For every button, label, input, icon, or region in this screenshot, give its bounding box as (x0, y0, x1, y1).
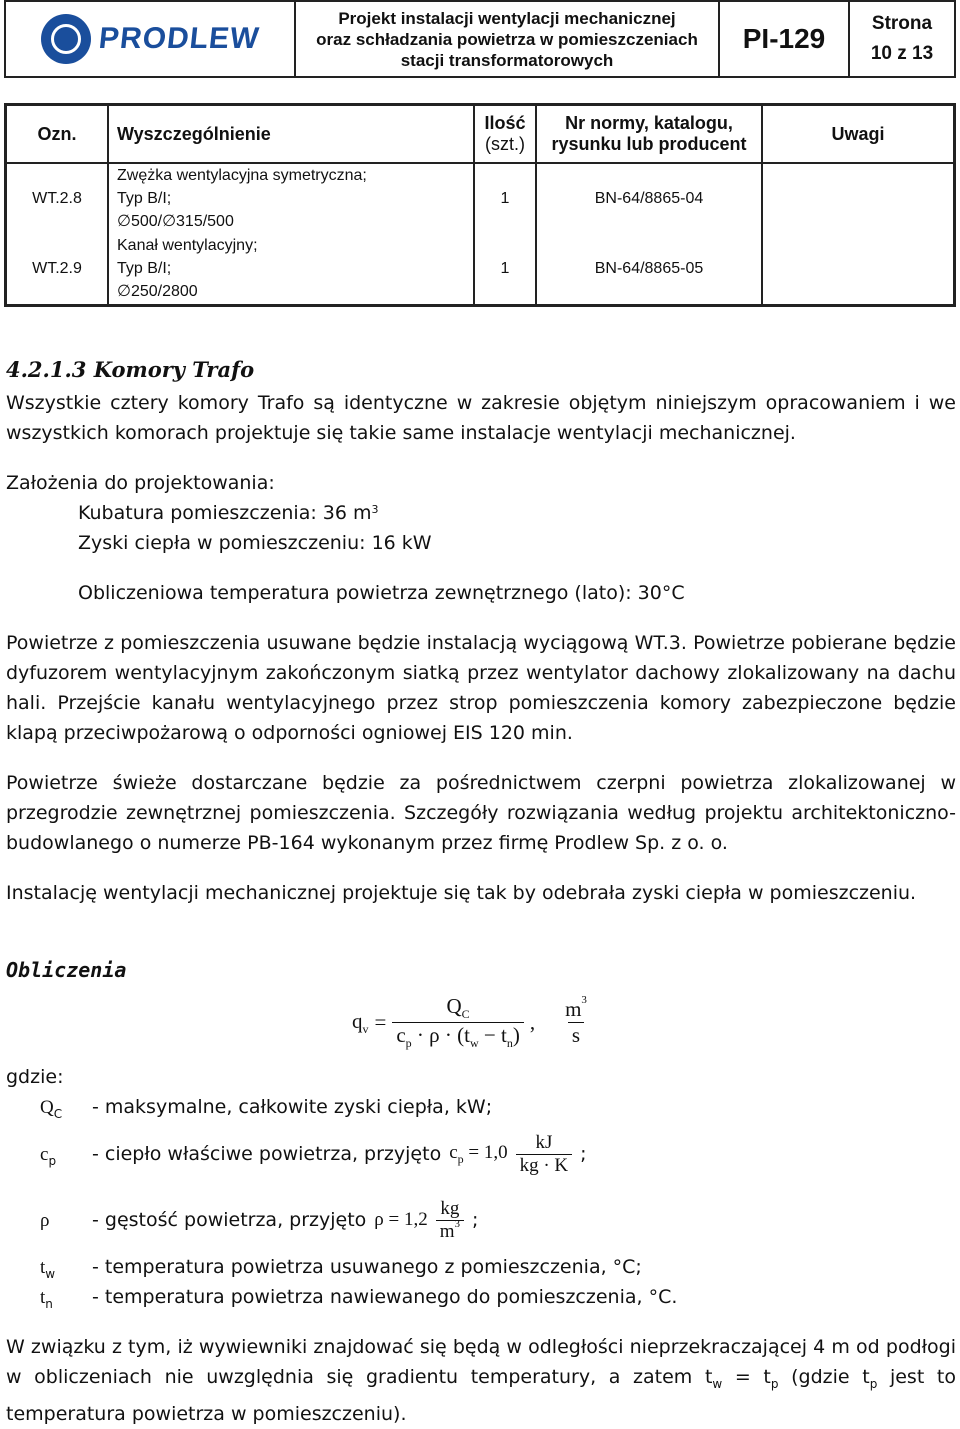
volume-line (78, 498, 379, 528)
legend-value (449, 1142, 507, 1167)
cell-norm: BN-64/8865-04 (536, 163, 762, 233)
header-norm-1: Nr normy, katalogu, (565, 113, 733, 133)
legend-unit (516, 1132, 573, 1177)
table-row (6, 163, 955, 233)
final-paragraph (6, 1332, 956, 1429)
paragraph-exhaust: Powietrze z pomieszczenia usuwane będzie instalacją wyciągową WT.3. Powietrze pobierane będzie dyfuzorem wentylacyjnym zakończonym siatką przez wentylator dachowy zlokalizowany na dachu hali. Przejście kanału wentylacyjnego przez strop pomieszczenia komory zabezpieczone będzie klapą przeciwpożarową o odporności ogniowej EIS 120 min. (6, 632, 956, 744)
legend-unit-den-sup: 3 (454, 1217, 461, 1230)
legend-sub: w (45, 1266, 56, 1281)
legend-text: - ciepło właściwe powietrza, przyjęto (92, 1143, 442, 1165)
legend-val-sym: c (449, 1141, 458, 1163)
header-norm (536, 105, 762, 164)
document-code: PI-129 (720, 2, 850, 76)
paragraph-fresh-air: Powietrze świeże dostarczane będzie za pośrednictwem czerpni powietrza zlokalizowanej w przegrodzie zewnętrznej pomieszczenia. Szczegóły rozwiązania według projektu architektoniczno-budowlanego o numerze PB-164 wykonanym przez firmę Prodlew Sp. z o. o. (6, 772, 956, 854)
page-value: 10 z 13 (870, 43, 934, 64)
formula-fraction (392, 994, 523, 1051)
formula-num-symbol: Q (446, 994, 462, 1018)
header-remarks: Uwagi (762, 105, 955, 164)
outdoor-temp-line: Obliczeniowa temperatura powietrza zewnętrznego (lato): 30°C (78, 582, 685, 604)
logo-text: PRODLEW (97, 22, 261, 55)
legend-sym: t (40, 1287, 46, 1308)
legend-unit-den-m: m (439, 1220, 455, 1242)
header-norm-2: rysunku lub producent (551, 134, 747, 154)
header-qty-1: Ilość (484, 113, 526, 133)
company-emblem-icon (41, 14, 91, 64)
formula (352, 994, 591, 1051)
formula-den-part: · ρ · (t (416, 1023, 470, 1048)
legend-sub: p (48, 1153, 57, 1168)
cell-name (108, 163, 474, 233)
header-name: Wyszczególnienie (108, 105, 474, 164)
legend-sym: c (40, 1144, 49, 1165)
formula-den-minus: − t (478, 1023, 507, 1048)
formula-unit-den: s (568, 1022, 584, 1048)
legend-row-cp (92, 1124, 587, 1184)
header-qty (474, 105, 536, 164)
title-line-3: stacji transformatorowych (400, 50, 614, 70)
formula-lhs-sub: v (362, 1021, 369, 1036)
legend-val-sym: ρ (374, 1209, 384, 1230)
cell-name (108, 233, 474, 305)
legend-text: - temperatura powietrza nawiewanego do pomieszczenia, °C. (92, 1286, 678, 1308)
cell-remarks (762, 233, 955, 305)
cell-remarks (762, 163, 955, 233)
final-sub: p (770, 1376, 779, 1391)
formula-num-sub: C (461, 1007, 470, 1022)
legend-unit-den: kg · K (516, 1154, 573, 1177)
legend-sym: Q (40, 1097, 54, 1118)
formula-den-tw-sub: w (469, 1036, 479, 1051)
volume-text: Kubatura pomieszczenia: 36 m (78, 502, 372, 524)
heat-gains-line: Zyski ciepła w pomieszczeniu: 16 kW (78, 532, 432, 554)
title-line-1: Projekt instalacji wentylacji mechanicznej (338, 8, 676, 28)
legend-text: - maksymalne, całkowite zyski ciepła, kW; (92, 1096, 493, 1118)
formula-comma: , (529, 1010, 536, 1035)
formula-den-close: ) (512, 1023, 520, 1048)
legend-sym: t (40, 1257, 46, 1278)
cell-ozn: WT.2.9 (6, 233, 109, 305)
formula-unit-sup: 3 (581, 994, 587, 1007)
document-title (296, 2, 720, 76)
legend-unit (436, 1198, 464, 1243)
cell-name-line: ∅500/∅315/500 (117, 213, 234, 230)
legend-text: - temperatura powietrza usuwanego z pomieszczenia, °C; (92, 1256, 642, 1278)
cell-name-line: Kanał wentylacyjny; (117, 236, 258, 254)
formula-unit-num (561, 994, 591, 1022)
legend-symbol (40, 1282, 53, 1319)
final-text-a: W związku z tym, iż wywiewniki znajdować się będą w odległości nieprzekraczającej 4 m od podłogi w obliczeniach nie uwzględnia się gradientu temperatury, a zatem t (6, 1336, 956, 1388)
cell-name-line: Typ B/I; (117, 259, 172, 277)
formula-den-cp: c (396, 1023, 406, 1048)
logo (6, 2, 296, 76)
header-qty-2: (szt.) (485, 134, 525, 154)
final-text-b: = t (722, 1366, 771, 1388)
calc-title: Obliczenia (6, 958, 127, 982)
formula-unit-m: m (565, 997, 582, 1022)
cell-qty: 1 (474, 163, 536, 233)
cell-ozn: WT.2.8 (6, 163, 109, 233)
legend-end: ; (580, 1143, 587, 1165)
where-label: gdzie: (6, 1066, 64, 1088)
legend-symbol (40, 1092, 62, 1129)
formula-denominator (392, 1022, 523, 1051)
section-title: 4.2.1.3 Komory Trafo (6, 357, 255, 382)
cell-qty: 1 (474, 233, 536, 305)
legend-val-sub: p (457, 1151, 464, 1166)
legend-val: = 1,0 (468, 1141, 508, 1163)
legend-sub: C (53, 1106, 63, 1121)
paragraph-install: Instalację wentylacji mechanicznej projektuje się tak by odebrała zyski ciepła w pomieszczeniu. (6, 882, 917, 904)
legend-sym: ρ (40, 1210, 50, 1231)
assumptions-label: Założenia do projektowania: (6, 472, 275, 494)
formula-den-tn-sub: n (506, 1036, 513, 1051)
legend-val: = 1,2 (388, 1209, 428, 1230)
page-number (850, 2, 954, 76)
legend-sub: n (45, 1296, 53, 1311)
final-sub: w (712, 1376, 723, 1391)
legend-end: ; (472, 1209, 479, 1231)
final-text-d: jest to temperatura powietrza w pomieszczeniu). (6, 1366, 956, 1425)
final-text-c: (gdzie t (778, 1366, 870, 1388)
table-header-row (6, 105, 955, 164)
formula-unit (561, 994, 591, 1048)
formula-eq: = (374, 1010, 387, 1035)
cell-name-line: ∅250/2800 (117, 282, 198, 300)
cell-name-line: Typ B/I; (117, 190, 172, 207)
specification-table (4, 103, 956, 307)
cell-name-line: Zwężka wentylacyjna symetryczna; (117, 167, 367, 184)
table-row (6, 233, 955, 305)
legend-unit-num: kJ (535, 1131, 553, 1153)
legend-symbol (40, 1205, 49, 1236)
legend-value (374, 1209, 427, 1231)
final-sub: p (869, 1376, 878, 1391)
formula-numerator (442, 994, 473, 1022)
document-header (4, 0, 956, 78)
legend-text: - gęstość powietrza, przyjęto (92, 1209, 367, 1231)
legend-row-rho (92, 1190, 478, 1250)
title-line-2: oraz schładzania powietrza w pomieszczeniach (316, 29, 698, 49)
page-label: Strona (871, 13, 933, 34)
legend-symbol (40, 1139, 56, 1176)
legend-unit-den (436, 1217, 464, 1243)
formula-lhs-symbol: q (352, 1008, 363, 1033)
cell-norm: BN-64/8865-05 (536, 233, 762, 305)
formula-den-cp-sub: p (405, 1036, 412, 1051)
legend-unit-num: kg (440, 1197, 460, 1219)
volume-sup: 3 (371, 503, 379, 516)
formula-lhs (352, 1009, 369, 1037)
header-ozn: Ozn. (6, 105, 109, 164)
paragraph-intro: Wszystkie cztery komory Trafo są identyczne w zakresie objętym niniejszym opracowaniem i we wszystkich komorach projektuje się takie same instalacje wentylacji mechanicznej. (6, 392, 956, 444)
